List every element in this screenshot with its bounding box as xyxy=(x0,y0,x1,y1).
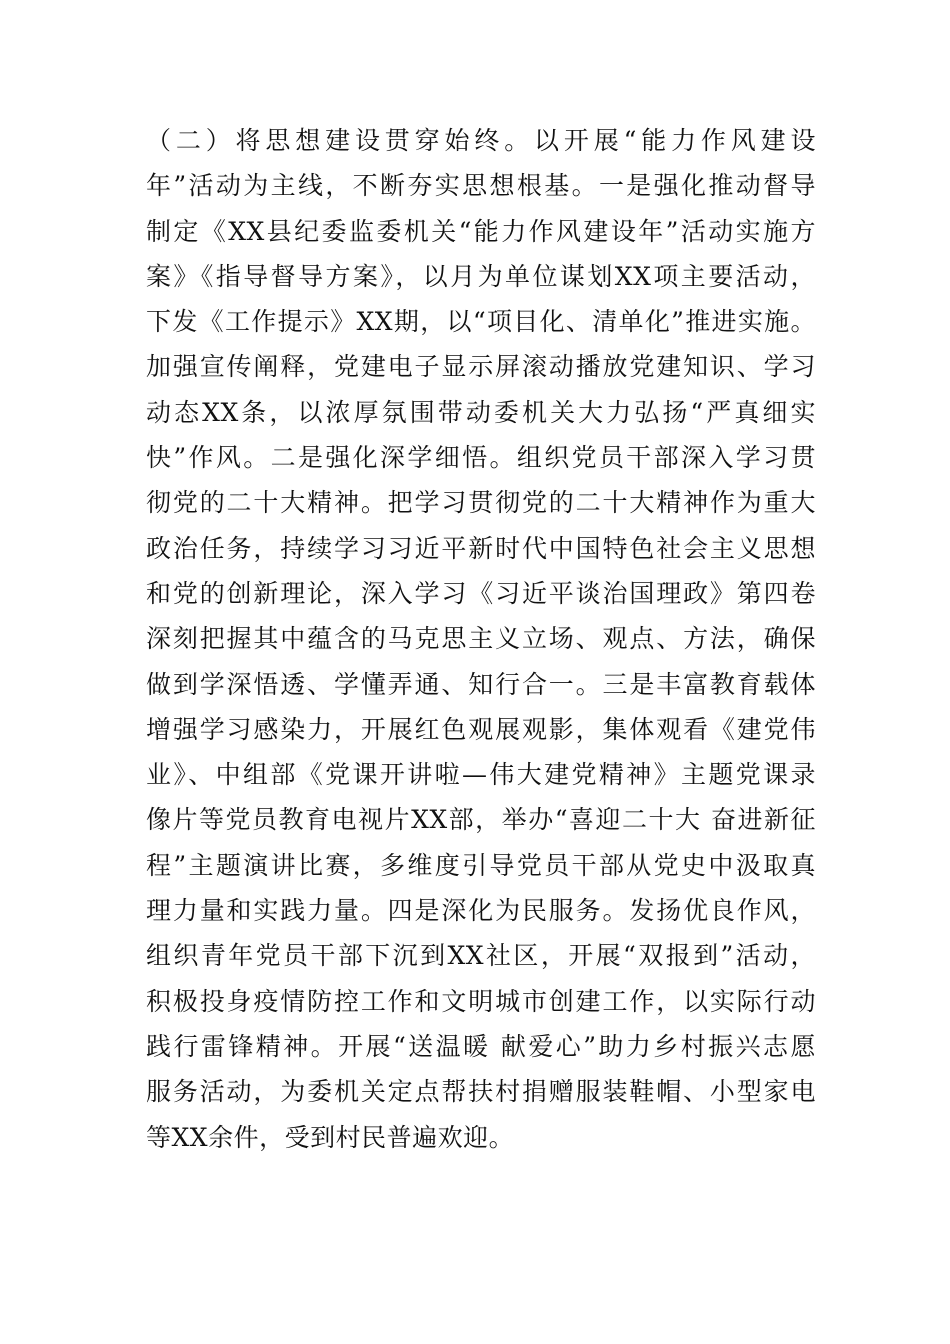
paragraph-line: 年”活动为主线，不断夯实思想根基。一是强化推动督导 xyxy=(146,171,816,201)
paragraph-line: 理力量和实践力量。四是深化为民服务。发扬优良作风， xyxy=(146,896,816,926)
paragraph-line: 快”作风。二是强化深学细悟。组织党员干部深入学习贯 xyxy=(146,443,816,473)
paragraph-line: 深刻把握其中蕴含的马克思主义立场、观点、方法，确保 xyxy=(146,624,816,654)
paragraph-line: 等XX余件，受到村民普遍欢迎。 xyxy=(146,1122,515,1152)
paragraph-line: 下发《工作提示》XX期，以“项目化、清单化”推进实施。 xyxy=(146,307,816,337)
paragraph-line: 做到学深悟透、学懂弄通、知行合一。三是丰富教育载体 xyxy=(146,669,816,699)
paragraph-line: 彻党的二十大精神。把学习贯彻党的二十大精神作为重大 xyxy=(146,488,816,518)
body-paragraph xyxy=(146,118,816,1160)
paragraph-line: 程”主题演讲比赛，多维度引导党员干部从党史中汲取真 xyxy=(146,850,816,880)
paragraph-line: 和党的创新理论，深入学习《习近平谈治国理政》第四卷 xyxy=(146,578,816,608)
paragraph-line: 组织青年党员干部下沉到XX社区，开展“双报到”活动， xyxy=(146,941,816,971)
paragraph-line: 案》《指导督导方案》，以月为单位谋划XX项主要活动， xyxy=(146,261,816,291)
paragraph-line: 动态XX条，以浓厚氛围带动委机关大力弘扬“严真细实 xyxy=(146,397,816,427)
paragraph-line: 政治任务，持续学习习近平新时代中国特色社会主义思想 xyxy=(146,533,816,563)
paragraph-line: 像片等党员教育电视片XX部，举办“喜迎二十大 奋进新征 xyxy=(146,805,816,835)
paragraph-line: 服务活动，为委机关定点帮扶村捐赠服装鞋帽、小型家电 xyxy=(146,1077,816,1107)
paragraph-line: 积极投身疫情防控工作和文明城市创建工作，以实际行动 xyxy=(146,986,816,1016)
paragraph-line: 践行雷锋精神。开展“送温暖 献爱心”助力乡村振兴志愿 xyxy=(146,1031,816,1061)
paragraph-line: 业》、中组部《党课开讲啦—伟大建党精神》主题党课录 xyxy=(146,760,816,790)
paragraph-line: 制定《XX县纪委监委机关“能力作风建设年”活动实施方 xyxy=(146,216,816,246)
paragraph-line: 增强学习感染力，开展红色观展观影，集体观看《建党伟 xyxy=(146,714,816,744)
paragraph-line: 加强宣传阐释，党建电子显示屏滚动播放党建知识、学习 xyxy=(146,352,816,382)
paragraph-line: （二）将思想建设贯穿始终。以开展“能力作风建设 xyxy=(146,126,816,155)
